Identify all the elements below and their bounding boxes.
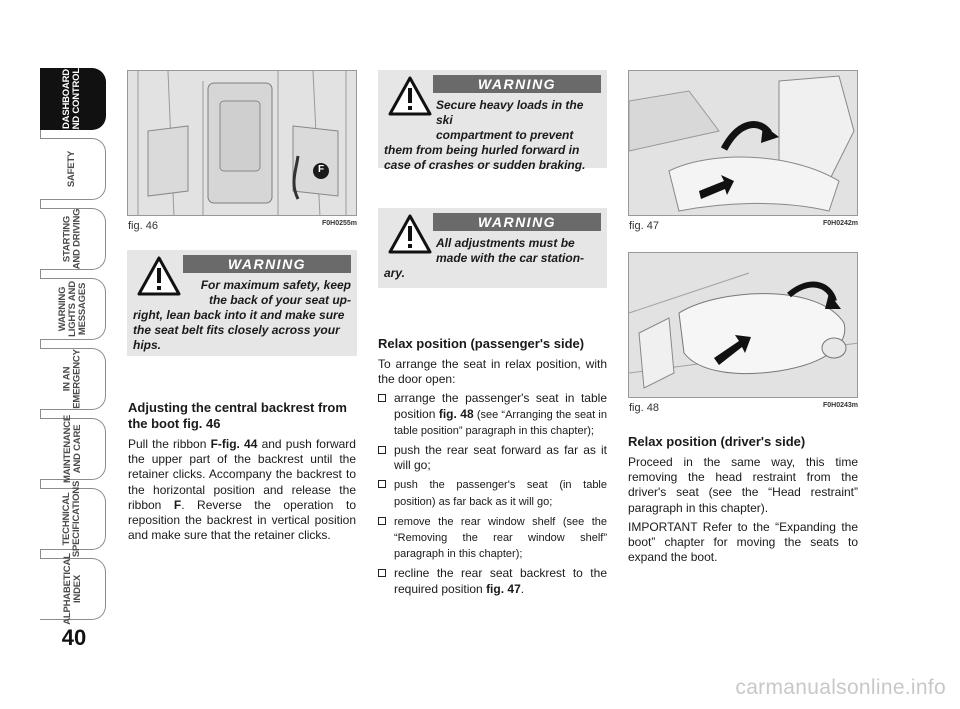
warning-text: For maximum safety, keep the back of your seat up- right, lean back into it and make sure the seat belt fits closely across your hips. [133, 278, 351, 352]
checkbox-bullet-icon [378, 480, 386, 488]
tab-technical-specifications[interactable]: TECHNICAL SPECIFICATIONS [40, 488, 106, 550]
table-position-seat-illustration [629, 253, 858, 398]
warning-box-adjustments [378, 208, 607, 288]
marker-f-label: F [317, 164, 325, 175]
list-item: push the rear seat forward as far as it will go; [378, 443, 607, 473]
boot-backrest-illustration [128, 71, 357, 216]
list-item: recline the rear seat backrest to the required position fig. 47. [378, 566, 607, 596]
section-heading: Relax position (passenger's side) [378, 336, 585, 351]
figure-48-caption: fig. 48 [629, 402, 659, 414]
watermark: carmanualsonline.info [735, 676, 946, 699]
warning-text: All adjustments must be made with the car station- ary. [384, 236, 585, 280]
tab-alphabetical-index[interactable]: ALPHABETICAL INDEX [40, 558, 106, 620]
steps-list [378, 391, 607, 596]
list-item: remove the rear window shelf (see the “Removing the rear window shelf” paragraph in this chapter); [378, 514, 607, 563]
page-number: 40 [61, 625, 87, 650]
tab-warning-lights-and-messages[interactable]: WARNING LIGHTS AND MESSAGES [40, 278, 106, 340]
tab-maintenance-and-care[interactable]: MAINTENANCE AND CARE [40, 418, 106, 480]
warning-text: Secure heavy loads in the ski compartment to prevent them from being hurled forward in case of crashes or sudden braking. [384, 98, 586, 172]
warning-title-bar: WARNING [433, 75, 601, 93]
paragraph: IMPORTANT Refer to the “Expanding the boot” chapter for moving the seats to expand the boot. [628, 519, 858, 565]
warning-box-seat-safety [127, 250, 357, 356]
paragraph: Proceed in the same way, this time removing the head restraint from the driver's seat (see the “Head restraint” paragraph in this chapter). [628, 455, 858, 515]
warning-title-bar: WARNING [433, 213, 601, 231]
checkbox-bullet-icon [378, 446, 386, 454]
tab-in-an-emergency[interactable]: IN AN EMERGENCY [40, 348, 106, 410]
paragraph: Pull the ribbon F-fig. 44 and push forward the upper part of the backrest until the retainer clicks. Accompany the backrest to the horizontal position and release the ribbon F. Reverse the operation to reposition the backrest in vertical position and make sure that the retainer clicks. [128, 437, 356, 543]
figure-48-code: F0H0243m [822, 402, 858, 409]
section-relax-passenger [378, 336, 607, 601]
section-heading: Relax position (driver's side) [628, 434, 806, 449]
warning-box-heavy-loads [378, 70, 607, 172]
tab-dashboard-and-controls[interactable]: DASHBOARD AND CONTROLS [40, 68, 106, 130]
section-relax-driver [628, 434, 858, 569]
figure-46-image [127, 70, 357, 216]
figure-47-caption: fig. 47 [629, 220, 659, 232]
paragraph: To arrange the seat in relax position, with the door open: [378, 357, 607, 387]
section-heading: Adjusting the central backrest from the boot fig. 46 [128, 400, 347, 431]
figure-47-image [628, 70, 858, 216]
tab-starting-and-driving[interactable]: STARTING AND DRIVING [40, 208, 106, 270]
figure-48-image [628, 252, 858, 398]
list-item: arrange the passenger's seat in table position fig. 48 (see “Arranging the seat in table position” paragraph in this chapter); [378, 391, 607, 439]
figure-46-code: F0H0255m [321, 220, 357, 227]
list-item: push the passenger's seat (in table position) as far back as it will go; [378, 477, 607, 509]
checkbox-bullet-icon [378, 517, 386, 525]
figure-46-caption: fig. 46 [128, 220, 158, 232]
tab-safety[interactable]: SAFETY [40, 138, 106, 200]
checkbox-bullet-icon [378, 394, 386, 402]
checkbox-bullet-icon [378, 569, 386, 577]
warning-title-bar: WARNING [183, 255, 351, 273]
reclined-seat-illustration [629, 71, 858, 216]
section-central-backrest [128, 400, 356, 547]
figure-47-code: F0H0242m [822, 220, 858, 227]
